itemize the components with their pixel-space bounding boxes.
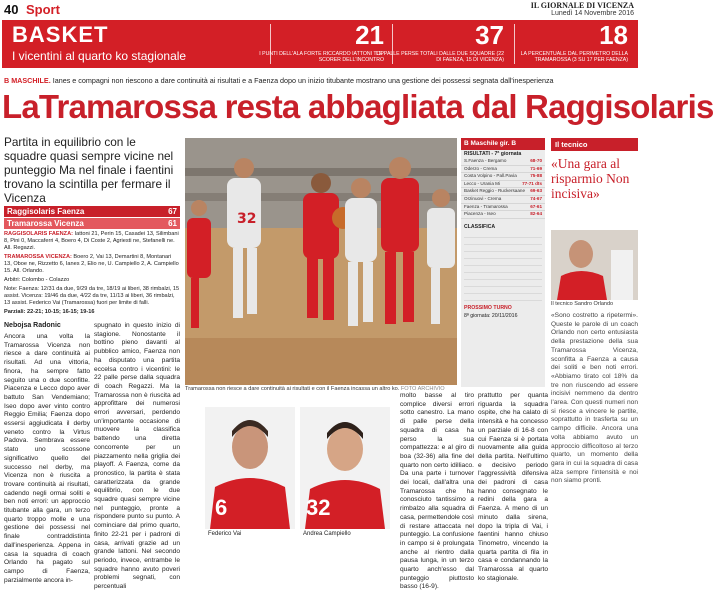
issue-date: Lunedì 14 Novembre 2016 [551,10,634,17]
standings-table [464,231,542,301]
away-team-name: Tramarossa Vicenza [7,219,84,228]
headline: LaTramarossa resta abbagliata dal Raggisolaris [2,88,714,125]
result-row [461,166,545,174]
portrait-andrea-campiello [300,407,390,529]
result-match: Basket Reggio - Ruckersaane [464,188,526,194]
next-round-date: 8ª giornata: 20/11/2016 [464,312,518,319]
stat-percentage [516,20,634,68]
result-score: 69-63 [530,188,542,194]
body-column-1: Ancora una volta la Tramarossa Vicenza non riesce a dare continuità ai risultati. Ad una vittoria, finora, ha sempre fatto seguito una o due sconfitte. Piacenza e Lecco dopo aver battuto San Vendemiano; Iseo dopo aver vinto contro Reggio Emilia; Faenza dopo essersi aggiudicata il derby veneto contro la Virtus Padova. Sembrava essere stato uno scossone significativo quello del successo nel derby, ma Vicenza non è riuscita a trovare continuità ai risultati, cadendo negli ormai soliti e ben noti errori: un approccio titubante alla gara, un terzo quarto troppo molle e una gestione dei possessi nel finale contraddistinta dall'inesperienza. Appena in casa la squadra di coach Orlando ha pagato sul campo di Faenza, parzialmente ancora in- [4,333,90,584]
masthead [0,0,640,20]
result-row [461,196,545,204]
home-roster [4,231,180,252]
game-notes: Note: Faenza: 12/31 da due, 9/29 da tre, 18/19 ai liberi, 38 rimbalzi, 15 assist. Vicenza: 19/46 da due, 4/22 da tre, 11/13 ai liberi, 36 rimbalzi, 13 assist. Federico Vai (Tramarossa) fuori per limite di falli. [4,286,180,306]
result-row [461,181,545,189]
banner-kicker: I vicentini al quarto ko stagionale [12,49,187,63]
stat-description: I PUNTI DELL'ALA FORTE RICCARDO IATTONI TOP SCORER DELL'INCONTRO [259,51,384,63]
photo-credit: FOTO ARCHIVIO [400,386,445,392]
stat-value: 37 [475,20,504,50]
lead-paragraph: Partita in equilibrio con le squadre quasi sempre vicine nel punteggio Ma nel finale i faentini trovano la scintilla per fermare il Vicenza [4,135,174,205]
result-score: 75-88 [530,173,542,179]
away-roster-text: Boero 2, Vai 13, Demartini 8, Montanari 13, Oboe ne, Rizzetto 6, Ianes 2, Elio ne, U. Campiello 2, A. Campiello 15. All. Orlando. [4,254,179,274]
svg-text:32: 32 [237,211,257,227]
coach-photo-image [551,230,638,300]
jersey-number: 32 [306,495,331,520]
tecnico-header: Il tecnico [551,138,638,151]
portrait-caption: Andrea Campiello [303,531,351,537]
result-match: Faenza - Tramarossa [464,203,508,209]
away-team-row [4,218,180,229]
partials: Parziali: 22-21; 10-15; 16-15; 19-16 [4,309,95,315]
result-row [461,158,545,166]
page-number: 40 [4,2,19,17]
article-summary [4,76,636,85]
results-header: B Maschile gir. B [461,138,545,150]
results-list [461,158,545,219]
stat-turnovers [376,20,510,68]
stat-points [259,20,390,68]
portrait-caption: Federico Vai [208,531,242,537]
result-row [461,204,545,212]
body-column-3: molto basse al tiro complice diversi errori sotto canestro. La mano di palle perse della squadra di casa ha perso la sua compattezza: e al giro di boa (32-36) alla fine del quarto non certo idilliaco. Da una parte i turnover dei locali, dall'altra una Tramarossa che ha conosciuto tantissimo a rimbalzo alla squadra di casa, permettendole così di restare attaccata nel punteggio. La confusione in campo si è prolungata anche al rientro dalla pausa lunga, in un terzo quarto anch'esso dal punteggio piuttosto basso (16-9). [400,392,474,591]
home-roster-text: Iattoni 21, Perin 15, Casadei 13, Silimbani 8, Pini 0, Maccaferri 4, Boero 4, Di Coste 2, Agriesti ne, Stefanelli ne. All. Regazzi. [4,231,179,251]
coach-quote: «Una gara al risparmio Non incisiva» [551,156,630,201]
result-score: 74-67 [530,195,542,201]
sport-title: BASKET [12,22,109,47]
home-roster-label: RAGGISOLARIS FAENZA: [4,231,73,237]
away-roster-label: TRAMAROSSA VICENZA: [4,254,72,260]
stat-description: LA PERCENTUALE DAL PERIMETRO DELLA TRAMAROSSA (3 SU 17 PER FAENZA) [520,51,628,63]
stat-value: 21 [355,20,384,50]
results-subheader: RISULTATI - 7ª giornata [464,151,522,157]
section-name: Sport [26,2,60,17]
portrait-federico-vai [205,407,295,529]
home-team-score: 67 [168,207,177,216]
results-box [461,138,545,387]
result-score: 71-69 [530,165,542,171]
result-row [461,173,545,181]
result-match: Oderzo - Crema [464,165,497,171]
away-roster [4,254,180,275]
jersey-number: 6 [215,495,228,520]
newspaper-name: IL GIORNALE DI VICENZA [530,1,634,10]
result-score: 67-61 [530,203,542,209]
home-team-name: Raggisolaris Faenza [7,207,85,216]
result-row [461,188,545,196]
coach-interview-text: «Sono costretto a ripetermi». Queste le parole di un coach Orlando non certo entusiasta della prestazione della sua Tramarossa Vicenza, sconfitta a Faenza a causa dei soliti e ben noti errori. «Abbiamo tirato col 18% da tre non riuscendo ad essere incisivi nemmeno da dentro l'area. Con questi numeri non si riesce a vincere le partite, soprattutto in trasferta su un campo difficile. Ancora una volta abbiamo avuto un approccio difficoltoso al terzo quarto, un momento della gara in cui la squadra di casa alza sempre l'intensità e noi non siamo pronti. [551,312,638,485]
next-round-header: PROSSIMO TURNO [464,304,512,311]
summary-text: Ianes e compagni non riescono a dare continuità ai risultati e a Faenza dopo un inizio titubante mostrano una gestione dei possessi segnata dall'inesperienza [52,76,554,85]
game-photo-image [185,138,457,385]
result-row [461,211,545,219]
game-photo [185,138,457,385]
result-match: Lecco - Urania Mi [464,180,500,186]
body-column-4: prattutto per quanta riguarda la squadra ospite, che ha calato di intensità e ha concesso un parziale di 16-8 con cui Faenza si è portata nuovamente alla guida della partita. Nell'ultimo e decisivo periodo l'aggressività difensiva dei padroni di casa hanno consegnato le redini della gara a Faenza. A meno di un minuto dalla sirena, dopo la tripla di Vai, i faentini hanno chiuso Tinometro, vincendo la quarta partita di fila in casa e condannando la Tramarossa al quarto ko stagionale. [478,392,548,582]
stat-value: 18 [599,20,628,50]
sport-banner [2,20,638,68]
coach-photo-caption: Il tecnico Sandro Orlando [551,301,614,307]
home-team-row [4,206,180,217]
photo-caption-text: Tramarossa non riesce a dare continuità ai risultati e con il Faenza incassa un altro ko. [185,386,400,392]
result-match: S.Faenza - Bergamo [464,158,507,163]
result-score: 68-70 [530,158,542,163]
result-score: 82-64 [530,211,542,217]
coach-photo [551,230,638,300]
away-team-score: 61 [168,219,177,228]
summary-tag: B MASCHILE. [4,76,51,85]
result-score: 77-71 dts [522,180,542,186]
scoreboard [4,206,180,316]
result-match: Piacenza - Iseo [464,211,496,217]
result-match: Costa Volpino - Pall.Pavia [464,173,517,179]
referees: Arbitri: Colombo - Colazzo [4,277,70,283]
body-column-2: spugnato in questo inizio di stagione. Nonostante il bottino pieno davanti al pubblico amico, Faenza non ha disputato una partita eccelsa contro i vicentini: le 22 palle perse dalla squadra di coach Regazzi. Ma la Tramarossa non è riuscita ad approfittare dei numerosi errori avversari, perdendo un'importante occasione di muovere la classifica battendo una diretta concorrente per un piazzamento nella griglia dei playoff. A Faenza, come da pronostico, la partita è stata caratterizzata da grande equilibrio, con le due squadre quasi sempre vicine nel punteggio, pronte a rispondere punto su punto. A cominciare dal primo quarto, finito 22-21 per i padroni di casa, arrivati grazie ad un grande Iattoni. Nel secondo periodo, invece, entrambe le squadre hanno avuto poveri problemi segnati, con percentuali [94,322,180,591]
standings-header: CLASSIFICA [464,223,496,230]
result-match: Orzinuovi - Crema [464,195,502,201]
stat-description: LE PALLE PERSE TOTALI DALLE DUE SQUADRE (22 DI FAENZA, 15 DI VICENZA) [376,51,504,63]
byline: Nebojsa Radonic [4,322,61,329]
